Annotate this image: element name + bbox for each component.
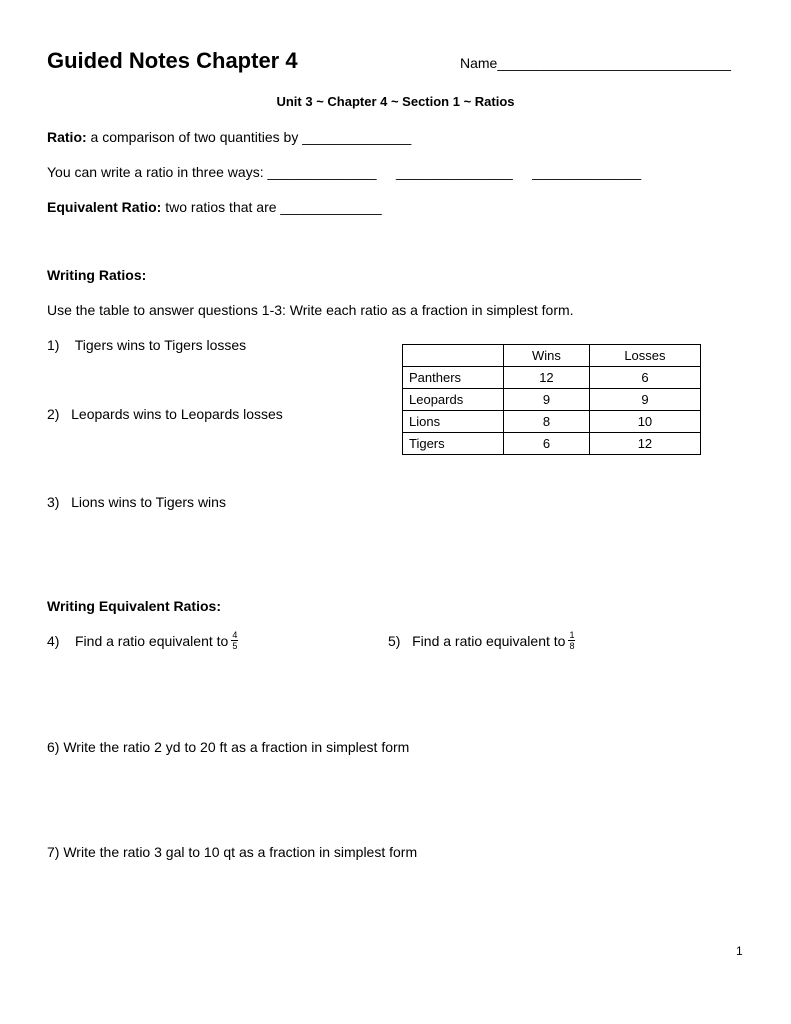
- fraction-denominator: 5: [232, 641, 238, 651]
- question-7: 7) Write the ratio 3 gal to 10 qt as a fraction in simplest form: [47, 844, 418, 860]
- losses-cell: 10: [589, 411, 700, 433]
- question-5-text: 5) Find a ratio equivalent to: [388, 633, 566, 650]
- team-cell: Leopards: [403, 389, 504, 411]
- table-row: [403, 367, 701, 389]
- equivalent-ratio-text: two ratios that are _____________: [161, 199, 382, 215]
- question-4-text: 4) Find a ratio equivalent to: [47, 633, 229, 650]
- table-header-row: [403, 345, 701, 367]
- writing-ratios-heading: Writing Ratios:: [47, 267, 147, 283]
- fraction-one-eighth: [568, 630, 575, 651]
- ratio-definition-text: a comparison of two quantities by ______________: [86, 129, 412, 145]
- team-cell: Tigers: [403, 433, 504, 455]
- question-4: [47, 632, 238, 653]
- question-1: 1) Tigers wins to Tigers losses: [47, 337, 247, 353]
- equivalent-ratio-definition: [47, 198, 382, 216]
- losses-cell: 6: [589, 367, 700, 389]
- question-3: 3) Lions wins to Tigers wins: [47, 494, 226, 510]
- table-header-cell: Wins: [504, 345, 590, 367]
- question-5: [388, 632, 575, 653]
- equivalent-ratio-term: Equivalent Ratio:: [47, 199, 162, 215]
- team-cell: Panthers: [403, 367, 504, 389]
- question-2: 2) Leopards wins to Leopards losses: [47, 406, 283, 422]
- page-title: Guided Notes Chapter 4: [47, 48, 298, 73]
- table-header-cell: [403, 345, 504, 367]
- ratio-term: Ratio:: [47, 129, 87, 145]
- wins-cell: 8: [504, 411, 590, 433]
- ratio-definition: [47, 128, 411, 146]
- wins-cell: 6: [504, 433, 590, 455]
- team-cell: Lions: [403, 411, 504, 433]
- wins-losses-table: [402, 344, 701, 455]
- losses-cell: 9: [589, 389, 700, 411]
- fraction-four-fifths: [231, 630, 238, 651]
- table-row: [403, 411, 701, 433]
- wins-cell: 9: [504, 389, 590, 411]
- page-number: 1: [736, 944, 743, 958]
- fraction-numerator: 4: [232, 630, 238, 640]
- section-heading: Unit 3 ~ Chapter 4 ~ Section 1 ~ Ratios: [276, 94, 515, 109]
- three-ways-line: You can write a ratio in three ways: ______________ _______________ ______________: [47, 164, 642, 180]
- name-field[interactable]: Name______________________________: [460, 55, 731, 71]
- wins-cell: 12: [504, 367, 590, 389]
- table-row: [403, 389, 701, 411]
- table-instruction: Use the table to answer questions 1-3: Write each ratio as a fraction in simplest form.: [47, 302, 574, 318]
- table-row: [403, 433, 701, 455]
- fraction-numerator: 1: [569, 630, 575, 640]
- fraction-denominator: 8: [569, 641, 575, 651]
- table-header-cell: Losses: [589, 345, 700, 367]
- question-6: 6) Write the ratio 2 yd to 20 ft as a fraction in simplest form: [47, 739, 410, 755]
- losses-cell: 12: [589, 433, 700, 455]
- writing-equivalent-ratios-heading: Writing Equivalent Ratios:: [47, 598, 221, 614]
